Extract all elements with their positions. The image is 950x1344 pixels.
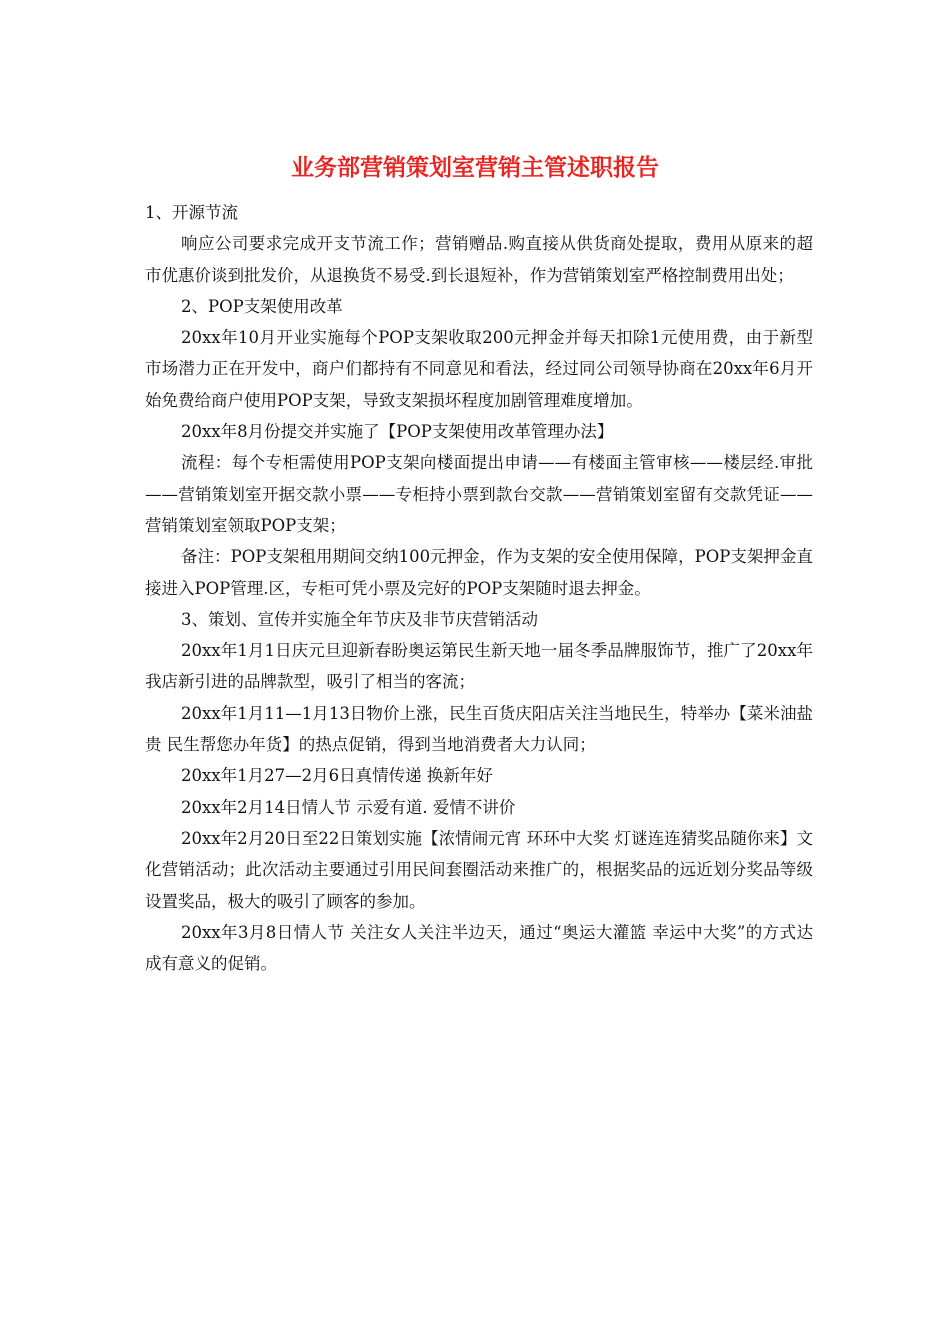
- paragraph: 20xx年1月11—1月13日物价上涨，民生百货庆阳店关注当地民生，特举办【菜米油盐贵 民生帮您办年货】的热点促销，得到当地消费者大力认同；: [145, 703, 813, 755]
- paragraph-process: 流程：每个专柜需使用POP支架向楼面提出申请——有楼面主管审核——楼层经.审批——营销策划室开据交款小票——专柜持小票到款台交款——营销策划室留有交款凭证——营销策划室领取POP支架；: [145, 453, 813, 535]
- paragraph-note: 备注：POP支架租用期间交纳100元押金，作为支架的安全使用保障，POP支架押金直接进入POP管理.区，专柜可凭小票及完好的POP支架随时退去押金。: [145, 547, 813, 598]
- paragraph: 20xx年8月份提交并实施了【POP支架使用改革管理办法】: [181, 422, 614, 442]
- document-title: 业务部营销策划室营销主管述职报告: [291, 154, 659, 181]
- paragraph-section-3-heading: 3、策划、宣传并实施全年节庆及非节庆营销活动: [181, 609, 538, 629]
- paragraph: 响应公司要求完成开支节流工作；营销赠品.购直接从供货商处提取，费用从原来的超市优惠价谈到批发价，从退换货不易受.到长退短补，作为营销策划室严格控制费用出处；: [145, 234, 813, 285]
- paragraph: 20xx年2月20日至22日策划实施【浓情闹元宵 环环中大奖 灯谜连连猜奖品随你来】文化营销活动；此次活动主要通过引用民间套圈活动来推广的，根据奖品的远近划分奖品等级设置奖品，极大的吸引了顾客的参加。: [145, 828, 813, 911]
- paragraph-section-1-heading: 1、开源节流: [145, 203, 238, 222]
- paragraph: 20xx年2月14日情人节 示爱有道. 爱情不讲价: [181, 797, 516, 817]
- document-body: [145, 197, 813, 979]
- paragraph: 20xx年10月开业实施每个POP支架收取200元押金并每天扣除1元使用费，由于新型市场潜力正在开发中，商户们都持有不同意见和看法，经过同公司领导协商在20xx年6月开始免费给商户使用POP支架，导致支架损坏程度加剧管理难度增加。: [145, 328, 813, 410]
- paragraph-section-2-heading: 2、POP支架使用改革: [181, 296, 343, 316]
- paragraph: 20xx年3月8日情人节 关注女人关注半边天，通过“奥运大灌篮 幸运中大奖”的方式达成有意义的促销。: [145, 922, 813, 974]
- paragraph: 20xx年1月27—2月6日真情传递 换新年好: [181, 766, 493, 786]
- paragraph: 20xx年1月1日庆元旦迎新春盼奥运第民生新天地一届冬季品牌服饰节，推广了20xx年我店新引进的品牌款型，吸引了相当的客流；: [145, 641, 813, 692]
